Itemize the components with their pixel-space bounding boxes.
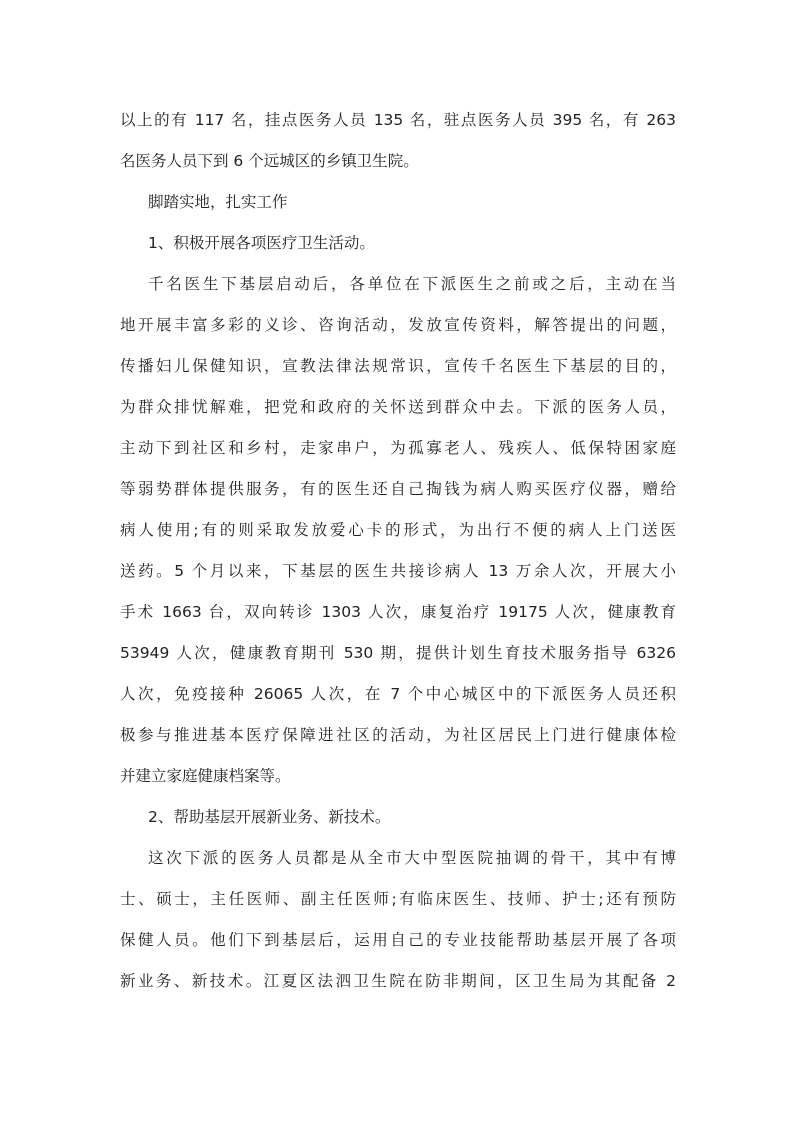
text-line: 送药。5 个月以来，下基层的医生共接诊病人 13 万余人次，开展大小 (120, 562, 676, 580)
subsection-heading-2: 2、帮助基层开展新业务、新技术。 (148, 808, 391, 826)
text-line: 手术 1663 台，双向转诊 1303 人次，康复治疗 19175 人次，健康教育 (120, 603, 676, 621)
text-line: 传播妇儿保健知识，宣教法律法规常识，宣传千名医生下基层的目的， (120, 357, 676, 375)
text-line: 并建立家庭健康档案等。 (120, 767, 291, 785)
text-line: 主动下到社区和乡村，走家串户，为孤寡老人、残疾人、低保特困家庭 (120, 439, 676, 457)
paragraph-medical-activities (120, 264, 676, 797)
text-line: 新业务、新技术。江夏区法泗卫生院在防非期间，区卫生局为其配备 2 (120, 972, 676, 990)
document-page (120, 100, 676, 1002)
text-line: 人次，免疫接种 26065 人次，在 7 个中心城区中的下派医务人员还积 (120, 685, 676, 703)
text-line: 士、硕士，主任医师、副主任医师;有临床医生、技师、护士;还有预防 (120, 890, 676, 908)
text-line: 保健人员。他们下到基层后，运用自己的专业技能帮助基层开展了各项 (120, 931, 676, 949)
text-line: 53949 人次，健康教育期刊 530 期，提供计划生育技术服务指导 6326 (120, 644, 676, 662)
subsection-heading-1: 1、积极开展各项医疗卫生活动。 (148, 234, 375, 252)
text-line: 等弱势群体提供服务，有的医生还自己掏钱为病人购买医疗仪器，赠给 (120, 480, 676, 498)
paragraph-new-techniques (120, 838, 676, 1002)
text-line: 为群众排忧解难，把党和政府的关怀送到群众中去。下派的医务人员， (120, 398, 676, 416)
text-line: 名医务人员下到 6 个远城区的乡镇卫生院。 (120, 152, 419, 170)
text-line: 极参与推进基本医疗保障进社区的活动，为社区居民上门进行健康体检 (120, 726, 676, 744)
text-line: 以上的有 117 名，挂点医务人员 135 名，驻点医务人员 395 名，有 263 (120, 111, 676, 129)
section-heading: 脚踏实地，扎实工作 (148, 193, 288, 211)
text-line: 这次下派的医务人员都是从全市大中型医院抽调的骨干，其中有博 (148, 849, 676, 867)
paragraph-continuation (120, 100, 676, 182)
text-line: 病人使用;有的则采取发放爱心卡的形式，为出行不便的病人上门送医 (120, 521, 676, 539)
text-line: 地开展丰富多彩的义诊、咨询活动，发放宣传资料，解答提出的问题， (120, 316, 676, 334)
text-line: 千名医生下基层启动后，各单位在下派医生之前或之后，主动在当 (148, 275, 676, 293)
